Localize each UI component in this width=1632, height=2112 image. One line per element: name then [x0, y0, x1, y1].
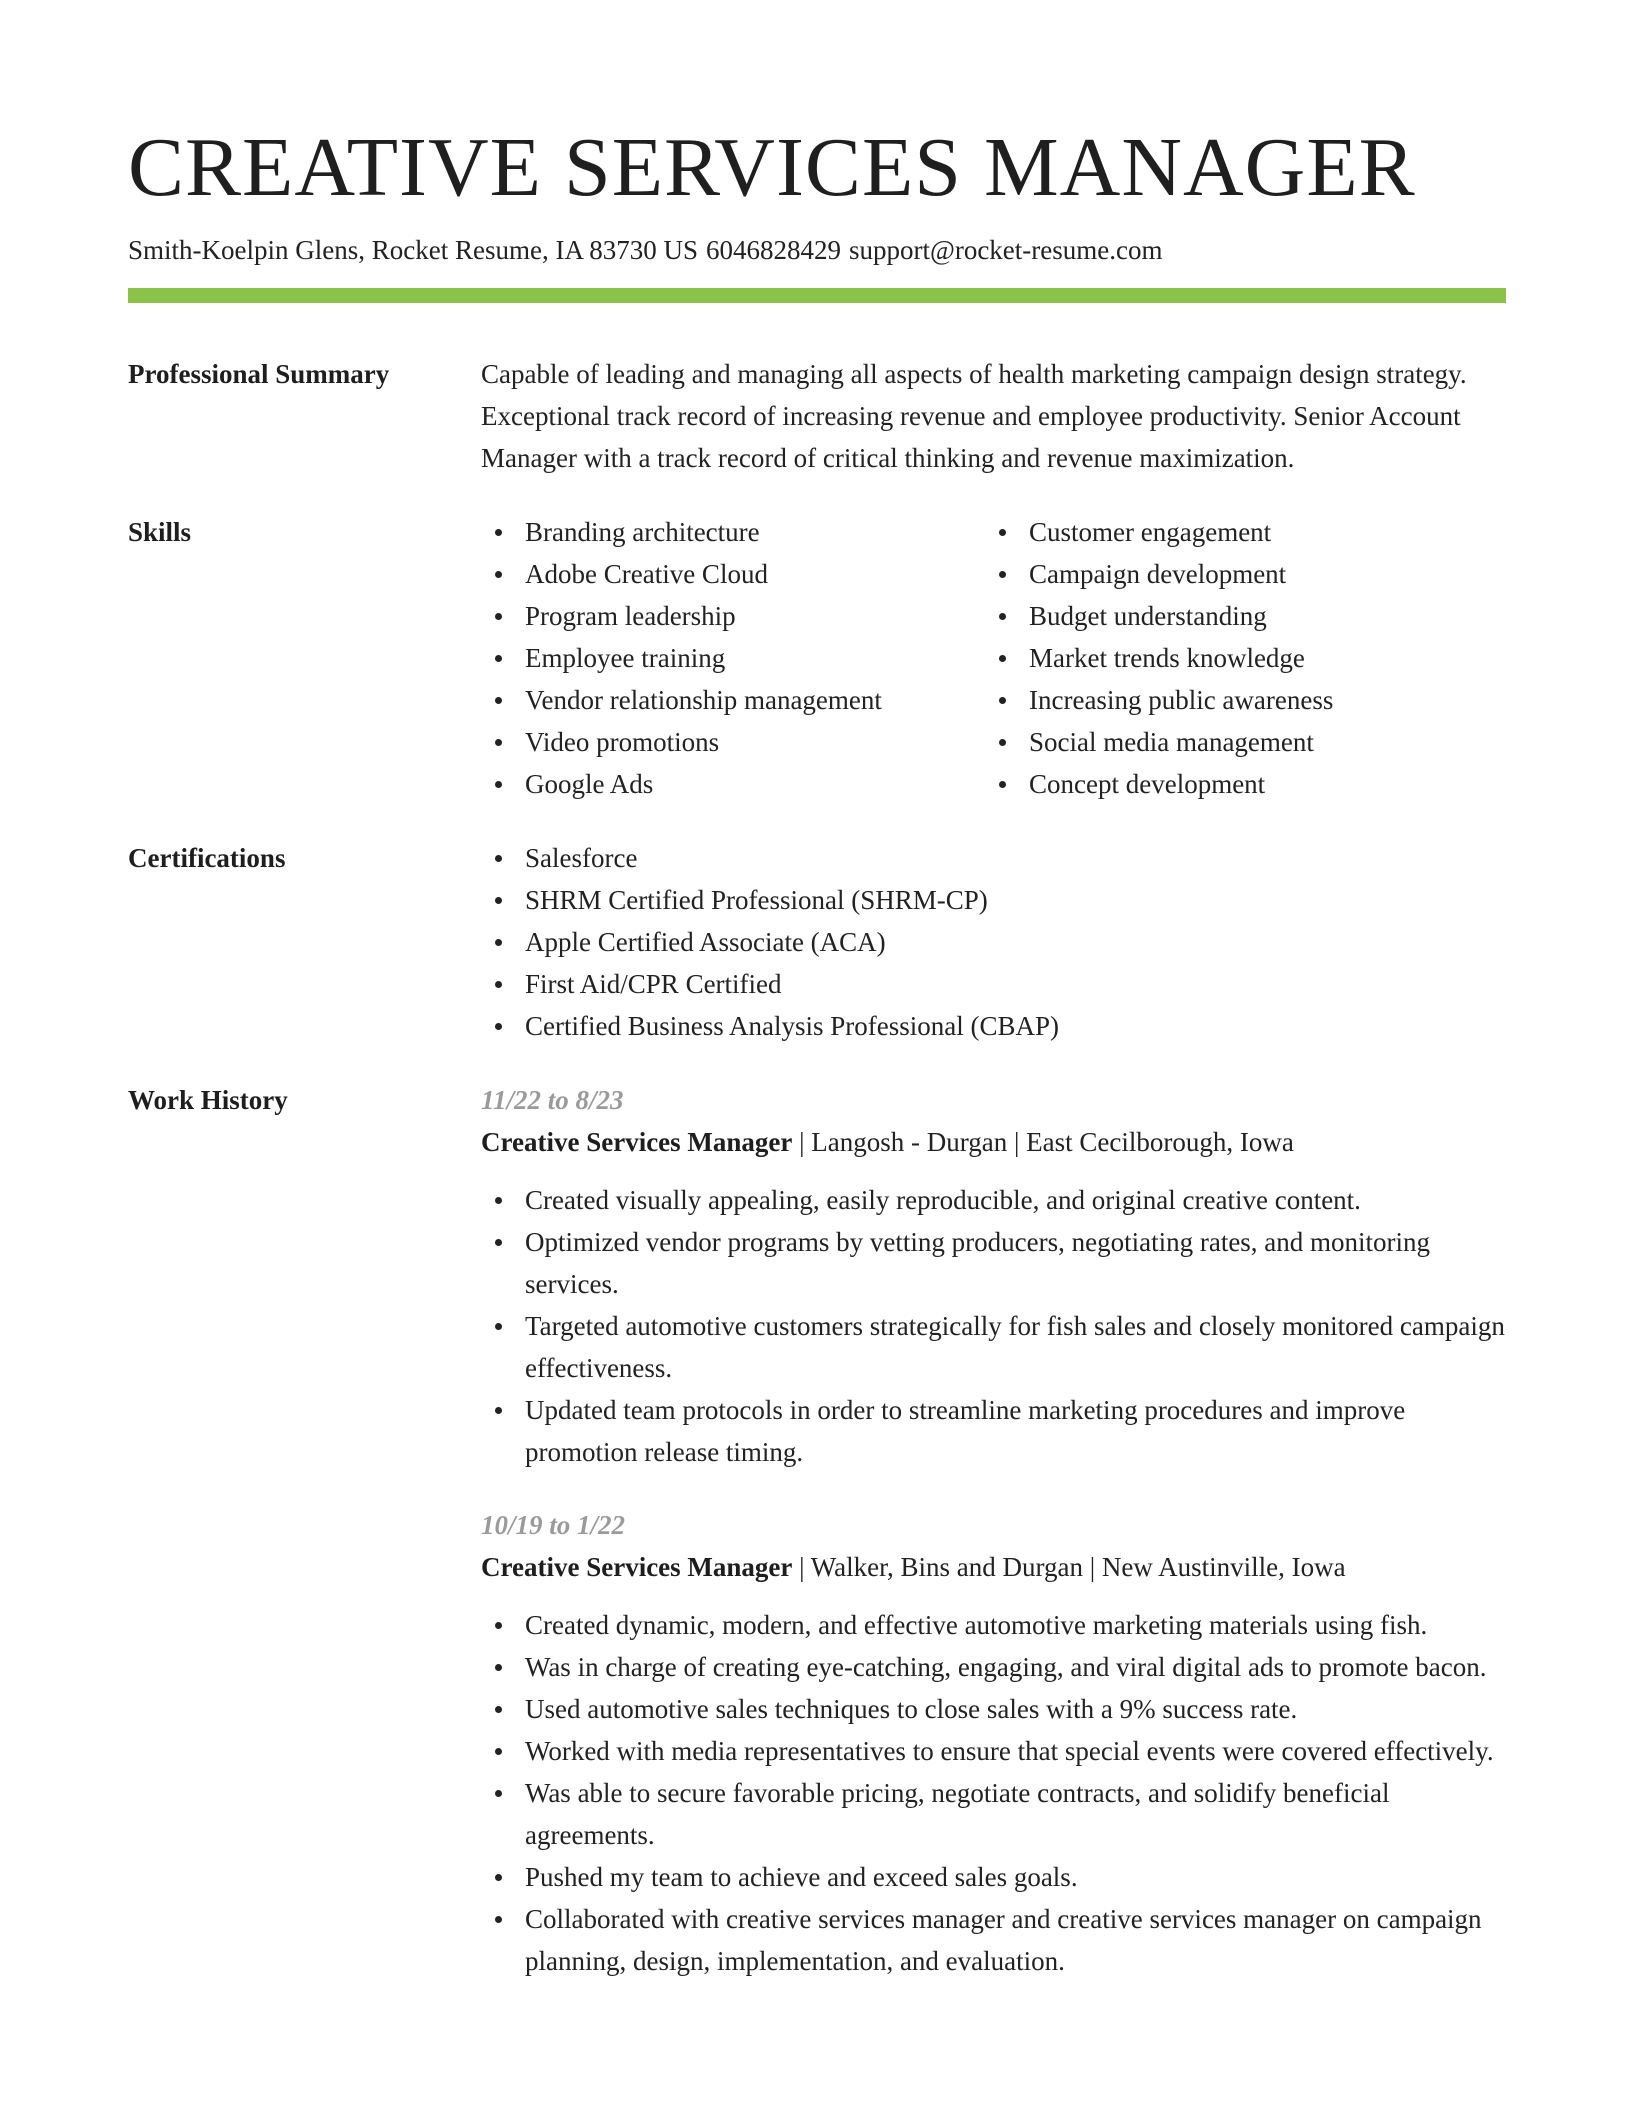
certifications-section — [128, 837, 1506, 1047]
work-history-body — [481, 1079, 1506, 1982]
skill-item: Video promotions — [481, 721, 985, 763]
job-bullet: Pushed my team to achieve and exceed sales goals. — [481, 1856, 1506, 1898]
certifications-list — [481, 837, 1506, 1047]
certifications-body — [481, 837, 1506, 1047]
job-entry — [481, 1079, 1506, 1473]
certifications-heading: Certifications — [128, 843, 286, 873]
skills-section — [128, 511, 1506, 805]
skills-heading: Skills — [128, 517, 192, 547]
job-bullet: Updated team protocols in order to streamline marketing procedures and improve promotion release timing. — [481, 1389, 1506, 1473]
contact-email: support@rocket-resume.com — [848, 235, 1163, 265]
job-bullet: Created dynamic, modern, and effective automotive marketing materials using fish. — [481, 1604, 1506, 1646]
contact-line — [128, 232, 1506, 268]
job-title: Creative Services Manager — [481, 1552, 793, 1582]
job-title: Creative Services Manager — [481, 1127, 793, 1157]
certification-item: SHRM Certified Professional (SHRM-CP) — [481, 879, 1506, 921]
skill-item: Budget understanding — [985, 595, 1489, 637]
summary-section — [128, 353, 1506, 479]
job-bullet: Used automotive sales techniques to close sales with a 9% success rate. — [481, 1688, 1506, 1730]
job-entry — [481, 1504, 1506, 1982]
certification-item: Apple Certified Associate (ACA) — [481, 921, 1506, 963]
skill-item: Branding architecture — [481, 511, 985, 553]
skill-item: Concept development — [985, 763, 1489, 805]
job-title-line — [481, 1121, 1506, 1163]
skill-item: Increasing public awareness — [985, 679, 1489, 721]
job-dates: 11/22 to 8/23 — [481, 1085, 624, 1115]
skills-list-right — [985, 511, 1489, 805]
job-bullet: Collaborated with creative services manager and creative services manager on campaign planning, design, implementation, and evaluation. — [481, 1898, 1506, 1982]
work-history-heading: Work History — [128, 1085, 288, 1115]
job-bullet: Was able to secure favorable pricing, negotiate contracts, and solidify beneficial agreements. — [481, 1772, 1506, 1856]
job-details: | Walker, Bins and Durgan | New Austinville, Iowa — [792, 1552, 1346, 1582]
skill-item: Program leadership — [481, 595, 985, 637]
job-bullet: Was in charge of creating eye-catching, engaging, and viral digital ads to promote bacon. — [481, 1646, 1506, 1688]
job-details: | Langosh - Durgan | East Cecilborough, Iowa — [792, 1127, 1294, 1157]
job-title-line — [481, 1546, 1506, 1588]
skill-item: Google Ads — [481, 763, 985, 805]
certification-item: Certified Business Analysis Professional (CBAP) — [481, 1005, 1506, 1047]
summary-heading: Professional Summary — [128, 359, 390, 389]
skills-list-left — [481, 511, 985, 805]
skill-item: Market trends knowledge — [985, 637, 1489, 679]
job-bullets — [481, 1604, 1506, 1982]
skill-item: Social media management — [985, 721, 1489, 763]
skill-item: Customer engagement — [985, 511, 1489, 553]
work-history-section — [128, 1079, 1506, 1982]
contact-address: Smith-Koelpin Glens, Rocket Resume, IA 83730 US — [128, 235, 698, 265]
resume-page — [128, 118, 1506, 1982]
resume-title: CREATIVE SERVICES MANAGER — [128, 121, 1416, 214]
job-dates: 10/19 to 1/22 — [481, 1510, 626, 1540]
skill-item: Adobe Creative Cloud — [481, 553, 985, 595]
skill-item: Campaign development — [985, 553, 1489, 595]
certification-item: Salesforce — [481, 837, 1506, 879]
job-bullet: Created visually appealing, easily reproducible, and original creative content. — [481, 1179, 1506, 1221]
job-bullets — [481, 1179, 1506, 1473]
skill-item: Vendor relationship management — [481, 679, 985, 721]
skills-columns — [481, 511, 1506, 805]
job-bullet: Targeted automotive customers strategically for fish sales and closely monitored campaign effectiveness. — [481, 1305, 1506, 1389]
certification-item: First Aid/CPR Certified — [481, 963, 1506, 1005]
contact-phone: 6046828429 — [705, 235, 841, 265]
skill-item: Employee training — [481, 637, 985, 679]
summary-text: Capable of leading and managing all aspects of health marketing campaign design strategy. Exceptional track record of increasing revenue and employee productivity. Senior Account Manager with a track record of critical thinking and revenue maximization. — [481, 359, 1467, 473]
job-bullet: Worked with media representatives to ensure that special events were covered effectively. — [481, 1730, 1506, 1772]
job-bullet: Optimized vendor programs by vetting producers, negotiating rates, and monitoring services. — [481, 1221, 1506, 1305]
header-divider — [128, 288, 1506, 303]
